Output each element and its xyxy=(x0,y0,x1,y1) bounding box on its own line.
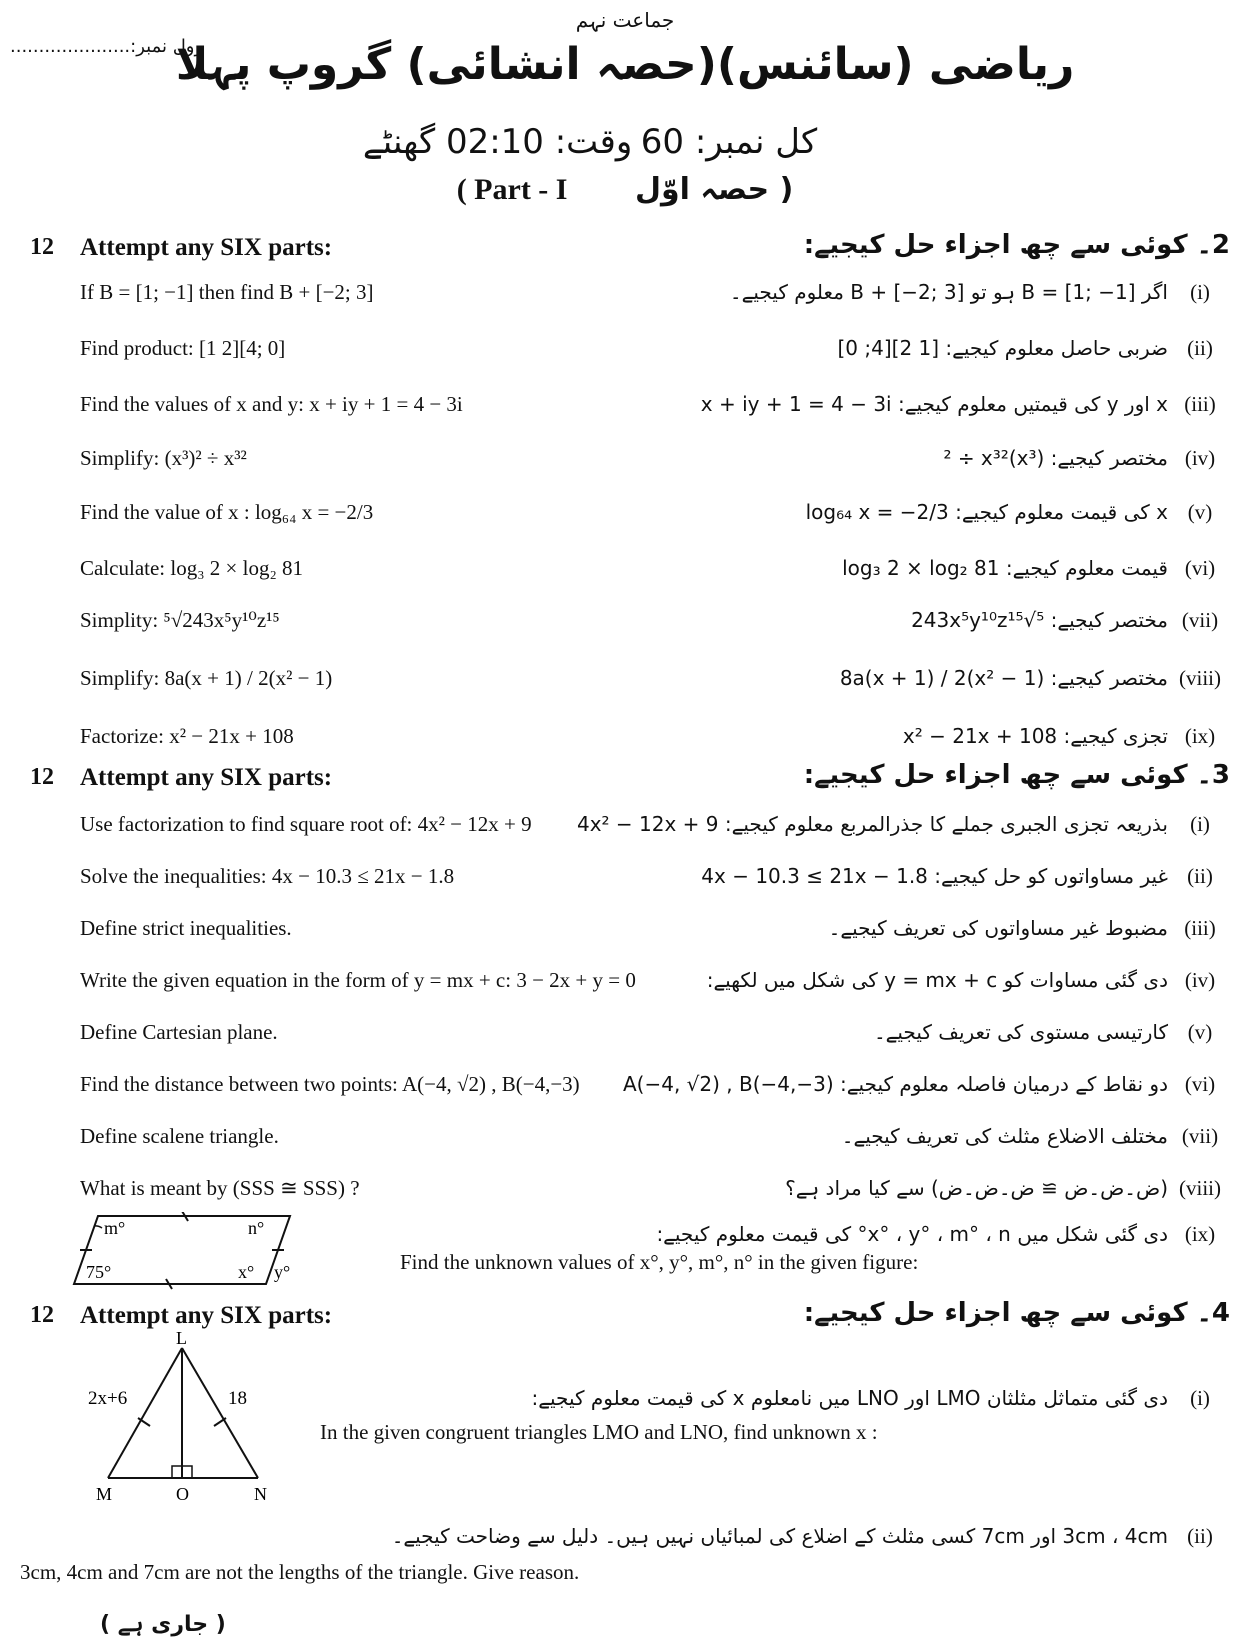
q2-item-en: If B = [1; −1] then find B + [−2; 3] xyxy=(80,280,374,304)
vertex-m-label: M xyxy=(96,1484,113,1504)
q2-marks: 12 xyxy=(30,234,54,260)
q3-marks: 12 xyxy=(30,764,54,790)
q2-item-en: Find the values of x and y: x + iy + 1 = 4 − 3i xyxy=(80,392,463,416)
q2-item-en: Factorize: x² − 21x + 108 xyxy=(80,724,294,748)
q3-item-en: Write the given equation in the form of y = mx + c: 3 − 2x + y = 0 xyxy=(80,968,636,992)
q2-heading-ur: 2۔ کوئی سے چھ اجزاء حل کیجیے: xyxy=(803,230,1230,260)
q3-item-en: Solve the inequalities: 4x − 10.3 ≤ 21x − 1.8 xyxy=(80,864,455,888)
parallelogram-figure xyxy=(70,1212,310,1290)
angle-m-label: m° xyxy=(104,1218,126,1238)
q2-item-num: (ix) xyxy=(1184,724,1216,748)
q3-item-ur: دی گئی مساوات کو y = mx + c کی شکل میں لکھیے: xyxy=(706,968,1168,992)
q2-item-en: Calculate: log₃ 2 × log₂ 81 xyxy=(80,556,304,580)
angle-n-label: n° xyxy=(248,1218,265,1238)
q3-item-ur: دی گئی شکل میں x° ، y° ، m° ، n° کی قیمت معلوم کیجیے: xyxy=(656,1222,1168,1246)
q3-item-en: Define strict inequalities. xyxy=(80,916,292,940)
q2-item-en: Find the value of x : log₆₄ x = −2/3 xyxy=(80,500,374,524)
q2-item-num: (ii) xyxy=(1187,336,1213,360)
side-left-label: 2x+6 xyxy=(88,1388,128,1409)
angle-arc xyxy=(94,1226,102,1228)
q4-heading-ur: 4۔ کوئی سے چھ اجزاء حل کیجیے: xyxy=(803,1298,1230,1328)
part-label xyxy=(0,172,1250,208)
side-ln xyxy=(182,1348,258,1478)
q3-item-en: Define scalene triangle. xyxy=(80,1124,279,1148)
q2-item-ur: مختصر کیجیے: ⁵√243x⁵y¹⁰z¹⁵ xyxy=(911,608,1168,632)
q3-item-en: Use factorization to find square root of: 4x² − 12x + 9 xyxy=(80,812,532,836)
q3-item-ur: کارتیسی مستوی کی تعریف کیجیے۔ xyxy=(873,1020,1168,1044)
q3-item-en: Find the distance between two points: A(−4, √2) , B(−4,−3) xyxy=(80,1072,580,1096)
q2-item-ur: مختصر کیجیے: (x³)² ÷ x³² xyxy=(943,446,1168,470)
q2-item-ur: ضربی حاصل معلوم کیجیے: [1 2][4; 0] xyxy=(837,336,1168,360)
vertex-n-label: N xyxy=(254,1484,267,1504)
q2-item-ur: مختصر کیجیے: 8a(x + 1) / 2(x² − 1) xyxy=(839,666,1168,690)
side-lm xyxy=(108,1348,182,1478)
q3-item-num: (iv) xyxy=(1184,968,1216,992)
q3-item-en: Find the unknown values of x°, y°, m°, n° in the given figure: xyxy=(400,1250,919,1274)
q2-item-num: (vi) xyxy=(1184,556,1216,580)
q3-item-ur: دو نقاط کے درمیان فاصلہ معلوم کیجیے: A(−4, √2) , B(−4,−3) xyxy=(623,1072,1168,1096)
q2-item-num: (viii) xyxy=(1179,666,1221,690)
vertex-o-label: O xyxy=(176,1484,189,1504)
side-right-label: 18 xyxy=(228,1388,247,1409)
q2-item-ur: x کی قیمت معلوم کیجیے: log₆₄ x = −2/3 xyxy=(805,500,1168,524)
q2-item-num: (i) xyxy=(1190,280,1210,304)
time-label: وقت: 02:10 گھنٹے xyxy=(362,122,633,162)
q4-heading: Attempt any SIX parts: xyxy=(80,1302,333,1329)
angle-y-label: y° xyxy=(274,1262,291,1282)
q3-item-en: What is meant by (SSS ≅ SSS) ? xyxy=(80,1176,360,1200)
roll-number-label: رول نمبر:..................... xyxy=(10,36,204,57)
q4-marks: 12 xyxy=(30,1302,54,1328)
total-marks-label: کل نمبر: 60 xyxy=(640,122,818,162)
q2-heading: Attempt any SIX parts: xyxy=(80,234,333,261)
q3-item-ur: مختلف الاضلاع مثلث کی تعریف کیجیے۔ xyxy=(841,1124,1168,1148)
q3-item-ur: بذریعہ تجزی الجبری جملے کا جذرالمربع معلوم کیجیے: 4x² − 12x + 9 xyxy=(576,812,1168,836)
q4-item-num: (ii) xyxy=(1187,1524,1213,1548)
q4-item-ur: دی گئی متماثل مثلثان LMO اور LNO میں نامعلوم x کی قیمت معلوم کیجیے: xyxy=(531,1386,1168,1410)
q2-item-num: (iii) xyxy=(1184,392,1216,416)
q2-item-num: (vii) xyxy=(1181,608,1219,632)
q2-item-en: Simplify: (x³)² ÷ x³² xyxy=(80,446,247,470)
q4-item-en: In the given congruent triangles LMO and LNO, find unknown x : xyxy=(320,1420,878,1444)
q2-item-num: (v) xyxy=(1187,500,1213,524)
q2-item-ur: اگر B = [1; −1] ہو تو B + [−2; 3] معلوم کیجیے۔ xyxy=(729,280,1168,304)
q3-item-num: (iii) xyxy=(1184,916,1216,940)
triangle-figure xyxy=(78,1330,298,1508)
q3-item-num: (ii) xyxy=(1187,864,1213,888)
q3-item-ur: غیر مساواتوں کو حل کیجیے: 4x − 10.3 ≤ 21x − 1.8 xyxy=(701,864,1168,888)
q2-item-en: Simplify: 8a(x + 1) / 2(x² − 1) xyxy=(80,666,333,690)
q2-item-en: Simplity: ⁵√243x⁵y¹⁰z¹⁵ xyxy=(80,608,280,632)
q4-item-num: (i) xyxy=(1190,1386,1210,1410)
subject-title: ریاضی (سائنس)(حصہ انشائی) گروپ پہلا xyxy=(175,39,1075,90)
q3-item-ur: (ض۔ض۔ض ≅ ض۔ض۔ض) سے کیا مراد ہے؟ xyxy=(785,1176,1168,1200)
q3-heading-ur: 3۔ کوئی سے چھ اجزاء حل کیجیے: xyxy=(803,760,1230,790)
part-label-en: ( Part - I xyxy=(456,173,568,206)
q2-item-en: Find product: [1 2][4; 0] xyxy=(80,336,286,360)
q2-item-num: (iv) xyxy=(1184,446,1216,470)
q3-item-num: (vi) xyxy=(1184,1072,1216,1096)
class-label: جماعت نہم xyxy=(575,8,675,32)
continued-label: ( جاری ہے ) xyxy=(100,1612,226,1637)
q2-item-ur: x اور y کی قیمتیں معلوم کیجیے: x + iy + 1 = 4 − 3i xyxy=(700,392,1168,416)
angle-x-label: x° xyxy=(238,1262,255,1282)
part-label-ur: حصہ اوّل ) xyxy=(634,172,794,207)
vertex-l-label: L xyxy=(176,1330,187,1348)
q2-item-ur: قیمت معلوم کیجیے: log₃ 2 × log₂ 81 xyxy=(842,556,1168,580)
q3-heading: Attempt any SIX parts: xyxy=(80,764,333,791)
q3-item-num: (viii) xyxy=(1179,1176,1221,1200)
q4-item-ur: 3cm ، 4cm اور 7cm کسی مثلث کے اضلاع کی لمبائیاں نہیں ہیں۔ دلیل سے وضاحت کیجیے۔ xyxy=(391,1524,1168,1548)
q2-item-ur: تجزی کیجیے: x² − 21x + 108 xyxy=(902,724,1168,748)
angle-75-label: 75° xyxy=(86,1262,112,1282)
q3-item-num: (vii) xyxy=(1181,1124,1219,1148)
q4-item-en: 3cm, 4cm and 7cm are not the lengths of the triangle. Give reason. xyxy=(20,1560,580,1584)
q3-item-num: (ix) xyxy=(1184,1222,1216,1246)
time-marks-row xyxy=(0,122,1250,163)
q3-item-num: (v) xyxy=(1187,1020,1213,1044)
q3-item-en: Define Cartesian plane. xyxy=(80,1020,278,1044)
q3-item-num: (i) xyxy=(1190,812,1210,836)
q3-item-ur: مضبوط غیر مساواتوں کی تعریف کیجیے۔ xyxy=(828,916,1168,940)
